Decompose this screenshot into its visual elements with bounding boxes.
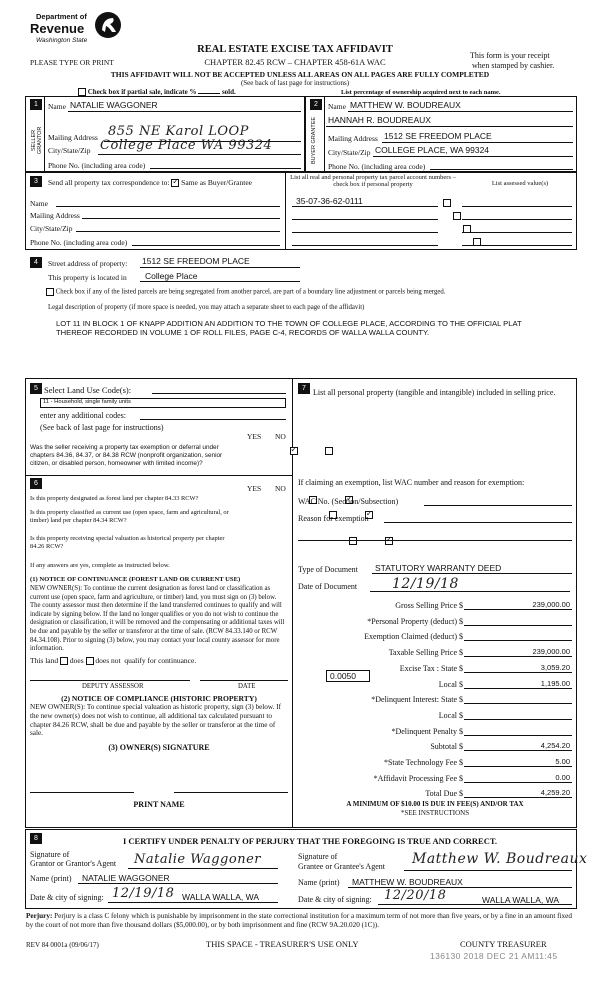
reason-label: Reason for exemption [298,514,369,523]
treasurer-stamp: 136130 2018 DEC 21 AM11:45 [430,951,558,961]
section-num-2: 2 [310,99,322,110]
street-address[interactable]: 1512 SE FREEDOM PLACE [142,256,250,266]
grantee-city[interactable]: WALLA WALLA, WA [482,895,559,905]
segregate-checkbox[interactable] [46,288,54,296]
exemption-label: If claiming an exemption, list WAC number and reason for exemption: [298,478,525,487]
tax-row-label: Taxable Selling Price $ [388,648,463,658]
corr-mailing-label: Mailing Address [30,211,80,220]
forest-q3-yes[interactable] [349,537,357,545]
certify-statement: I CERTIFY UNDER PENALTY OF PERJURY THAT THE FOREGOING IS TRUE AND CORRECT. [122,836,497,846]
treasurer-space: THIS SPACE - TREASURER'S USE ONLY [206,939,359,949]
partial-sale-percent[interactable] [198,93,220,94]
receipt-note: This form is your receipt [470,51,550,60]
seller-side-label: SELLER GRANTOR [31,126,43,154]
land-use-see-back: (See back of last page for instructions) [40,423,164,432]
assessor-date-label: DATE [238,683,256,690]
forest-question-1: Is this property designated as forest land per chapter 84.33 RCW? [30,495,199,502]
logo-swoosh-icon [93,10,123,40]
rev-number: REV 84 0001a (09/06/17) [26,941,99,949]
buyer-mailing-label: Mailing Address [328,134,378,143]
grantor-signature[interactable]: Natalie Waggoner [134,852,261,867]
partial-sale-label: Check box if partial sale, indicate % [87,88,197,96]
exemption-question: Was the seller receiving a property tax exemption or deferral under chapters 84.36, 84.37, or 84.38 RCW (nonprofit organization, senior citizen, or disabled person, homeowner with limited income)? [30,444,223,467]
correspondence-text: Send all property tax correspondence to: [48,178,170,187]
notice-2-title: (2) NOTICE OF COMPLIANCE (HISTORIC PROPERTY) [61,694,257,703]
see-instructions: *SEE INSTRUCTIONS [400,809,470,817]
buyer-phone-label: Phone No. (including area code) [328,162,426,171]
segregate-row [46,288,586,296]
seller-phone-label: Phone No. (including area code) [48,161,146,170]
grantee-signature[interactable]: Matthew W. Boudreaux [412,851,588,867]
section-num-6: 6 [30,478,42,489]
tax-row-label: *Affidavit Processing Fee $ [373,773,463,783]
forest-question-3: Is this property receiving special valuation as historical property per chapter 84.26 RCW? [30,535,225,550]
grantor-sig-label-2: Grantor or Grantor's Agent [30,859,117,868]
logo-dept: Department of [36,12,87,21]
personal-property-label: List all personal property (tangible and intangible) included in selling price. [313,388,556,397]
located-in[interactable]: College Place [145,271,198,281]
grantee-sig-label-1: Signature of [298,852,338,861]
exemption-no-checkbox[interactable] [325,447,333,455]
doc-date-label: Date of Document [298,582,358,591]
additional-codes-label: enter any additional codes: [40,411,126,420]
see-back-note: (See back of last page for instructions) [240,79,350,87]
notice-1-body: NEW OWNER(S): To continue the current designation as forest land or classification as current use (open space, farm and agriculture, or timber) land, you must sign on (3) below. The county assessor must then determine if the land transferred continues to qualify and will indicate by signing below. If the land no longer qualifies or you do not wish to continue the designation or classification, it will be removed and the compensating or additional taxes will be due and payable by the seller or transferor at the time of sale. (RCW 84.33.140 or RCW 84.34.108). Prior to signing (3) below, you may contact your local county assessor for more information. [30,585,285,653]
buyer-name-2[interactable]: HANNAH R. BOUDREAUX [328,115,431,125]
grantee-date[interactable]: 12/20/18 [384,888,447,903]
buyer-name[interactable]: MATTHEW W. BOUDREAUX [350,100,461,110]
parcel-header: List all real and personal property tax parcel account numbers – check box if personal property [290,174,456,188]
tax-row-value[interactable]: 1,195.00 [540,678,570,688]
seller-mailing-label: Mailing Address [48,133,98,142]
print-note: PLEASE TYPE OR PRINT [30,58,114,67]
land-use-no: NO [275,432,286,441]
tax-row-label: Exemption Claimed (deduct) $ [364,632,463,642]
grantee-name-label: Name (print) [298,878,340,887]
tax-row-label: *Delinquent Penalty $ [391,726,463,736]
grantee-sig-label-2: Grantee or Grantee's Agent [298,862,385,871]
section-num-4: 4 [30,257,42,268]
segregate-label: Check box if any of the listed parcels are being segregated from another parcel, are part of a boundary line adjustment or parcels being merged. [55,288,446,296]
tax-row-label: Total Due $ [425,789,463,799]
tax-row-label: Local $ [438,710,463,720]
section-num-8: 8 [30,833,42,844]
corr-name-label: Name [30,199,48,208]
tax-row-value[interactable]: 0.00 [555,772,570,782]
continuance-row [30,656,196,665]
grantee-name[interactable]: MATTHEW W. BOUDREAUX [352,877,463,887]
ownership-note: List percentage of ownership acquired next to each name. [341,89,501,96]
land-use-label: Select Land Use Code(s): [44,385,132,395]
tax-row-value[interactable]: 239,000.00 [532,600,570,609]
forest-yes: YES [247,484,262,493]
tax-row-value[interactable]: 4,259.20 [540,788,570,798]
does-not-label: does not [95,656,121,665]
buyer-city[interactable]: COLLEGE PLACE, WA 99324 [375,145,490,155]
buyer-mailing[interactable]: 1512 SE FREEDOM PLACE [384,131,492,141]
receipt-note-2: when stamped by cashier. [472,61,555,70]
seller-city[interactable]: College Place WA 99324 [100,138,273,153]
forest-q3-no[interactable] [385,537,393,545]
buyer-city-label: City/State/Zip [328,148,371,157]
section-num-1: 1 [30,99,42,110]
form-title: REAL ESTATE EXCISE TAX AFFIDAVIT [197,44,393,55]
grantor-name[interactable]: NATALIE WAGGONER [82,873,170,883]
seller-name[interactable]: NATALIE WAGGONER [70,100,158,110]
assessed-header: List assessed value(s) [491,180,549,187]
logo-state: Washington State [36,37,88,44]
doc-type-label: Type of Document [298,565,358,574]
warning-text: THIS AFFIDAVIT WILL NOT BE ACCEPTED UNLESS ALL AREAS ON ALL PAGES ARE FULLY COMPLETED [110,70,490,79]
does-checkbox[interactable] [60,657,68,665]
tax-row-value[interactable]: 239,000.00 [532,647,570,657]
qualify-label: qualify for continuance. [124,656,197,665]
deputy-assessor-label: DEPUTY ASSESSOR [82,683,144,690]
seller-name-label: Name [48,102,66,111]
same-as-buyer-checkbox[interactable] [171,179,179,187]
tax-row-label: Gross Selling Price $ [395,601,463,610]
local-rate: 0.0050 [330,671,356,681]
perjury-text: Perjury is a class C felony which is punishable by imprisonment in the state correctional institution for a maximum term of not more than five years, or by a fine in an amount fixed by the court of not more than five thousand dollars ($5,000.00), or by both imprisonment and fine (RCW 9A.20.020 (1C)). [26,912,572,929]
buyer-name-label: Name [328,102,346,111]
section-num-3: 3 [30,176,42,187]
minimum-note: A MINIMUM OF $10.00 IS DUE IN FEE(S) AND/OR TAX [346,800,524,808]
legal-label: Legal description of property (if more space is needed, you may attach a separate sheet to each page of the affidavit) [48,304,365,311]
correspondence-label [48,178,252,187]
legal-description[interactable]: LOT 11 IN BLOCK 1 OF KNAPP ADDITION AN ADDITION TO THE TOWN OF COLLEGE PLACE, ACCORDING TO THE OFFICIAL PLAT THEREOF RECORDED IN VOLUME 1 OF ROLL FILES, PAGE C-4, RECORDS OF WALLA WALLA COUNTY. [56,319,522,337]
notice-1-title: (1) NOTICE OF CONTINUANCE (FOREST LAND OR CURRENT USE) [30,576,241,583]
if-yes-note: If any answers are yes, complete as instructed below. [30,562,170,569]
land-use-code: 11 - Household, single family units [43,399,131,405]
grantor-sig-label-1: Signature of [30,850,70,859]
forest-no: NO [275,484,286,493]
perjury-label: Perjury: [26,912,53,920]
revenue-logo [30,10,130,54]
parcel-personal-checkbox-1[interactable] [443,199,451,207]
section-num-5: 5 [30,383,42,394]
section-num-7: 7 [298,383,310,394]
parcel-number[interactable]: 35-07-36-62-0111 [296,196,363,206]
wac-label: WAC No. (Section/Subsection) [298,497,399,506]
tax-row-value[interactable]: 5.00 [555,757,570,766]
tax-row-label: *Delinquent Interest: State $ [371,695,463,705]
tax-row-value[interactable]: 4,254.20 [540,741,570,751]
grantee-date-label: Date & city of signing: [298,895,372,904]
exemption-yes-checkbox[interactable] [290,447,298,455]
print-name-label: PRINT NAME [133,800,185,809]
form-chapter: CHAPTER 82.45 RCW – CHAPTER 458-61A WAC [204,57,386,67]
corr-city-label: City/State/Zip [30,224,73,233]
corr-phone-label: Phone No. (including area code) [30,238,128,247]
seller-city-label: City/State/Zip [48,146,91,155]
tax-row-value[interactable]: 3,059.20 [540,662,570,672]
grantor-date-label: Date & city of signing: [30,893,104,902]
tax-row-label: *Personal Property (deduct) $ [367,616,463,626]
grantor-city[interactable]: WALLA WALLA, WA [182,892,259,902]
forest-question-2: Is this property classified as current use (open space, farm and agricultural, or timber) land per chapter 84.34 RCW? [30,509,229,524]
this-land-label: This land [30,656,59,665]
buyer-side-label: BUYER GRANTEE [311,116,317,164]
same-as-buyer-label: Same as Buyer/Grantee [181,178,252,187]
parcel-personal-checkbox-2[interactable] [453,212,461,220]
perjury-note [26,912,576,930]
owner-signature-label: (3) OWNER(S) SIGNATURE [108,743,210,752]
county-treasurer: COUNTY TREASURER [460,939,547,949]
street-label: Street address of property: [48,259,128,268]
sold-label: sold. [221,88,236,96]
doc-date[interactable]: 12/19/18 [392,576,459,592]
tax-row-label: Local $ [438,679,463,689]
does-not-checkbox[interactable] [86,657,94,665]
grantor-date[interactable]: 12/19/18 [112,886,175,901]
notice-2-body: NEW OWNER(S): To continue special valuation as historic property, sign (3) below. If the new owner(s) does not wish to continue, all additional tax calculated pursuant to chapter 84.26 RCW, shall be due and payable by the seller or transferor at the time of sale. [30,703,281,738]
tax-row-label: Excise Tax : State $ [399,663,463,673]
located-label: This property is located in [48,273,127,282]
tax-row-label: *State Technology Fee $ [383,758,463,767]
grantor-name-label: Name (print) [30,874,72,883]
doc-type[interactable]: STATUTORY WARRANTY DEED [375,563,502,573]
does-label: does [69,656,84,665]
seller-mailing[interactable]: 855 NE Karol LOOP [108,124,249,139]
tax-row-label: Subtotal $ [430,742,463,752]
logo-name: Revenue [30,21,85,36]
land-use-yes: YES [247,432,262,441]
